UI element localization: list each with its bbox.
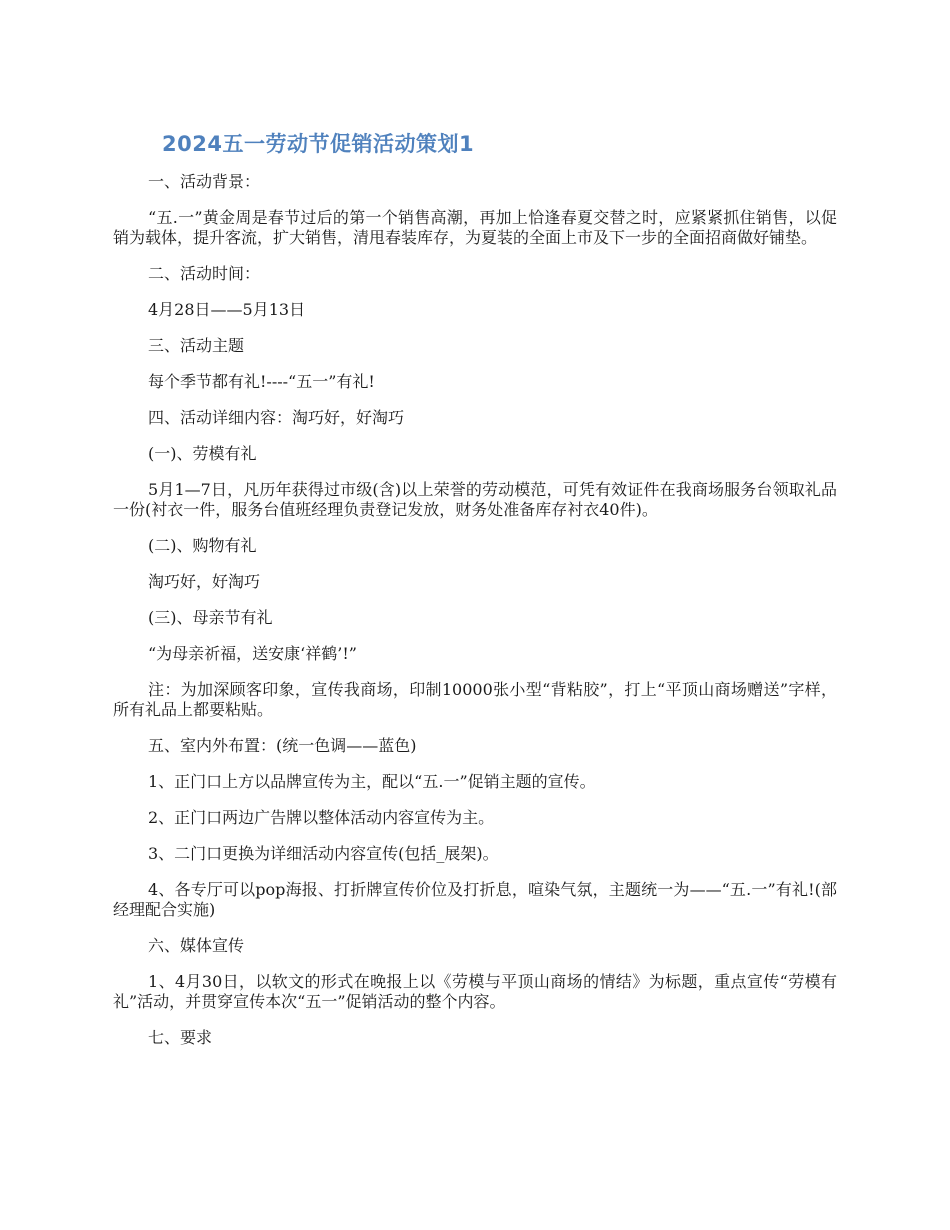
- section-heading-theme: 三、活动主题: [148, 336, 245, 355]
- section-heading-details: 四、活动详细内容：淘巧好，好淘巧: [148, 408, 405, 427]
- paragraph-background: “五.一”黄金周是春节过后的第一个销售高潮，再加上恰逢春夏交替之时，应紧紧抓住销售，以促销为载体，提升客流，扩大销售，清甩春装库存，为夏装的全面上市及下一步的全面招商做好铺垫。: [113, 208, 837, 247]
- paragraph-mothers-day: “为母亲祈福，送安康‘祥鹤’!”: [148, 644, 357, 663]
- section-heading-layout: 五、室内外布置：(统一色调——蓝色): [148, 736, 417, 755]
- paragraph-shopping: 淘巧好，好淘巧: [148, 572, 261, 591]
- section-heading-media: 六、媒体宣传: [148, 936, 245, 955]
- paragraph-note: 注：为加深顾客印象，宣传我商场，印制10000张小型“背粘胶”，打上“平顶山商场赠送”字样，所有礼品上都要粘贴。: [113, 680, 837, 719]
- list-item-media-1: 1、4月30日，以软文的形式在晚报上以《劳模与平顶山商场的情结》为标题，重点宣传“劳模有礼”活动，并贯穿宣传本次“五一”促销活动的整个内容。: [113, 972, 837, 1011]
- section-heading-time: 二、活动时间：: [148, 264, 261, 283]
- subheading-model-worker: (一)、劳模有礼: [148, 444, 257, 463]
- document-title: 2024五一劳动节促销活动策划1: [162, 132, 475, 156]
- section-heading-background: 一、活动背景：: [148, 172, 261, 191]
- subheading-shopping: (二)、购物有礼: [148, 536, 257, 555]
- paragraph-time: 4月28日——5月13日: [148, 300, 306, 319]
- list-item-layout-2: 2、正门口两边广告牌以整体活动内容宣传为主。: [148, 808, 495, 827]
- list-item-layout-1: 1、正门口上方以品牌宣传为主，配以“五.一”促销主题的宣传。: [148, 772, 596, 791]
- document-body: [113, 172, 837, 1064]
- subheading-mothers-day: (三)、母亲节有礼: [148, 608, 273, 627]
- paragraph-model-worker: 5月1—7日，凡历年获得过市级(含)以上荣誉的劳动模范，可凭有效证件在我商场服务台领取礼品一份(衬衣一件，服务台值班经理负责登记发放，财务处准备库存衬衣40件)。: [113, 480, 837, 519]
- paragraph-theme: 每个季节都有礼!----“五一”有礼!: [148, 372, 375, 391]
- list-item-layout-3: 3、二门口更换为详细活动内容宣传(包括_展架)。: [148, 844, 499, 863]
- list-item-layout-4: 4、各专厅可以pop海报、打折牌宣传价位及打折息，喧染气氛，主题统一为——“五.一”有礼!(部经理配合实施): [113, 880, 837, 919]
- section-heading-requirements: 七、要求: [148, 1028, 213, 1047]
